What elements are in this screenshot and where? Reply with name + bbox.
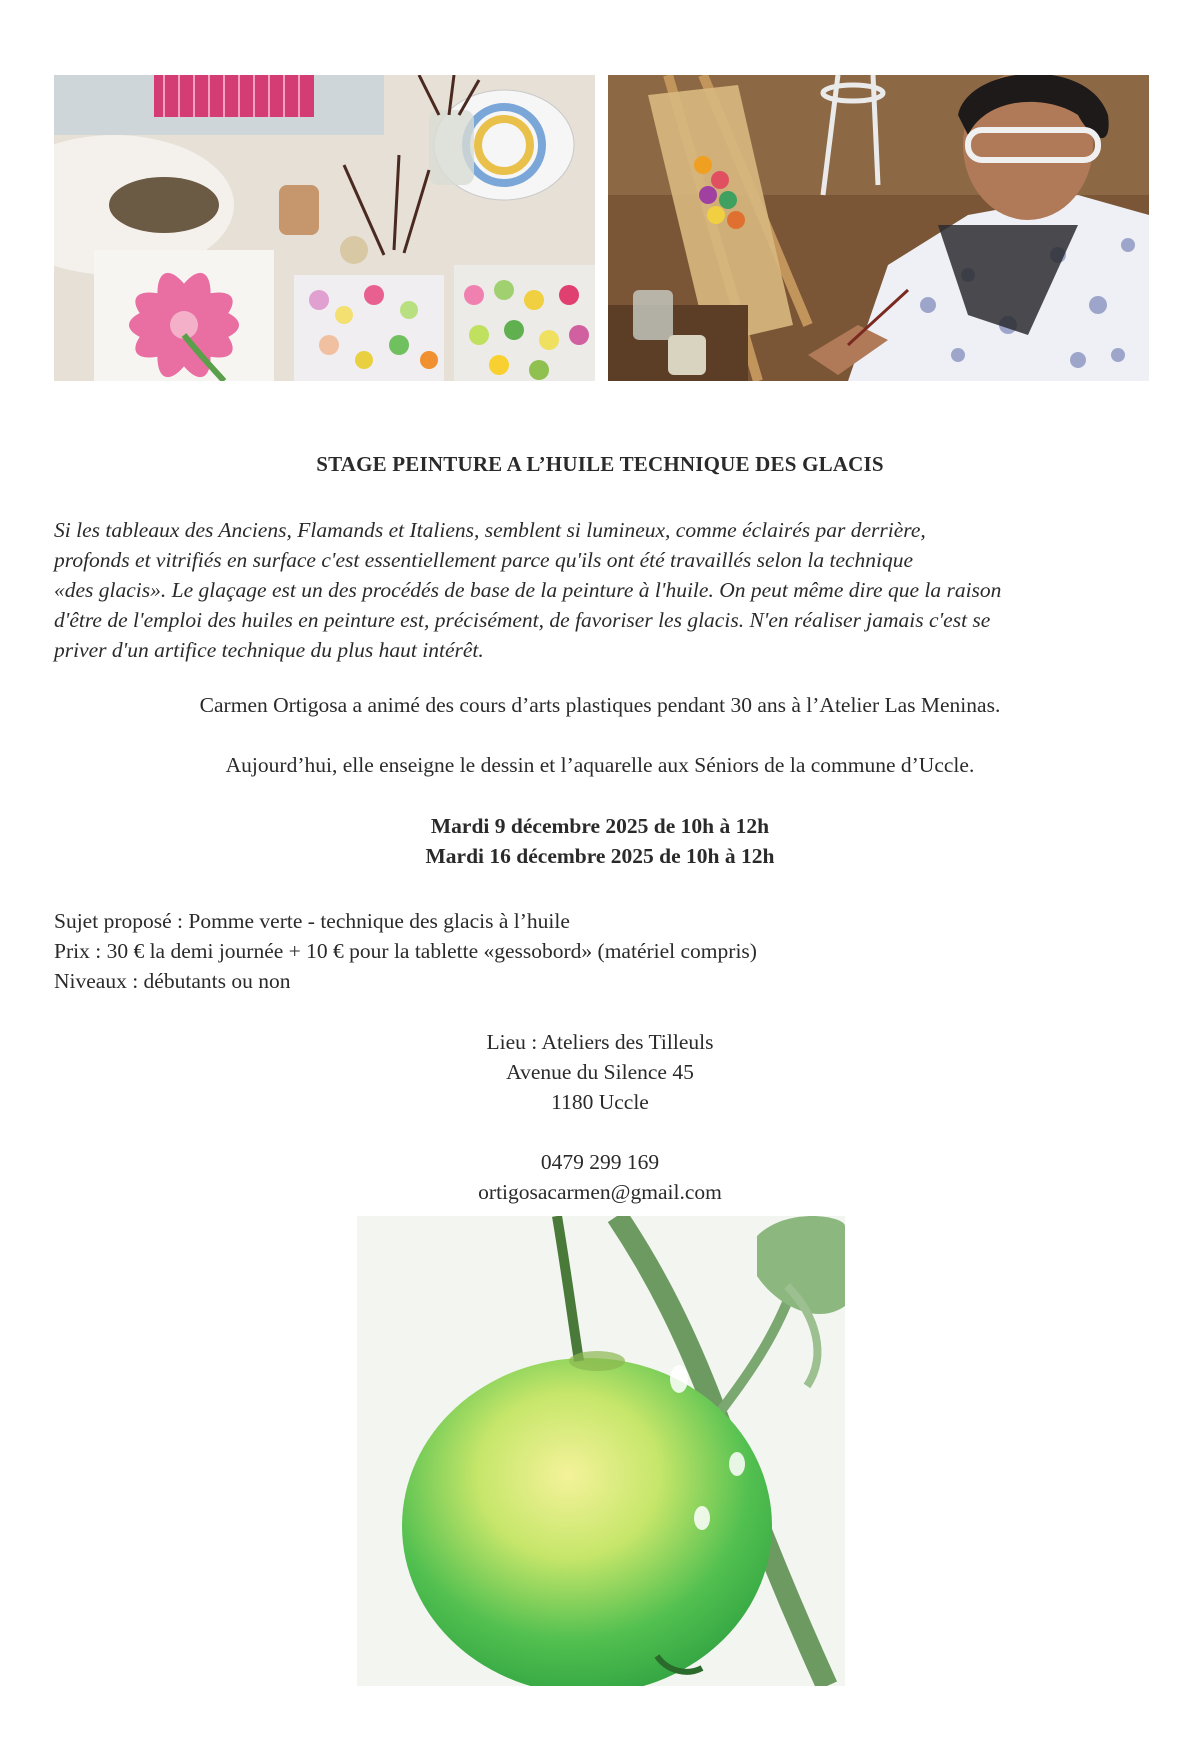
location-city: 1180 Uccle xyxy=(551,1090,649,1114)
photo-painter-at-easel xyxy=(608,75,1149,381)
bio-paragraph-1: Carmen Ortigosa a animé des cours d’arts plastiques pendant 30 ans à l’Atelier Las Meninas. xyxy=(199,693,1001,717)
date-line: Mardi 16 décembre 2025 de 10h à 12h xyxy=(425,844,775,868)
date-line: Mardi 9 décembre 2025 de 10h à 12h xyxy=(430,814,770,838)
location-street: Avenue du Silence 45 xyxy=(506,1060,694,1084)
intro-line: «des glacis». Le glaçage est un des procédés de base de la peinture à l'huile. On peut même dire que la raison xyxy=(54,578,1002,602)
location-block xyxy=(0,1027,1200,1117)
intro-line: priver d'un artifice technique du plus haut intérêt. xyxy=(54,638,484,662)
contact-email[interactable]: ortigosacarmen@gmail.com xyxy=(478,1180,722,1204)
details-block xyxy=(54,906,1154,996)
location-name: Lieu : Ateliers des Tilleuls xyxy=(486,1030,714,1054)
workshop-title: STAGE PEINTURE A L’HUILE TECHNIQUE DES GLACIS xyxy=(316,452,884,476)
contact-block xyxy=(0,1147,1200,1207)
bio-paragraph-2: Aujourd’hui, elle enseigne le dessin et l’aquarelle aux Séniors de la commune d’Uccle. xyxy=(225,753,975,777)
dates-block xyxy=(0,811,1200,871)
photo-painting-table xyxy=(54,75,595,381)
intro-line: Si les tableaux des Anciens, Flamands et Italiens, semblent si lumineux, comme éclairés par derrière, xyxy=(54,518,926,542)
intro-paragraph xyxy=(54,515,1154,665)
levels-line: Niveaux : débutants ou non xyxy=(54,969,291,993)
intro-line: profonds et vitrifiés en surface c'est essentiellement parce qu'ils ont été travaillés selon la technique xyxy=(54,548,914,572)
contact-phone: 0479 299 169 xyxy=(540,1150,660,1174)
subject-line: Sujet proposé : Pomme verte - technique des glacis à l’huile xyxy=(54,909,570,933)
price-line: Prix : 30 € la demi journée + 10 € pour la tablette «gessobord» (matériel compris) xyxy=(54,939,757,963)
intro-line: d'être de l'emploi des huiles en peinture est, précisément, de favoriser les glacis. N'en réaliser jamais c'est se xyxy=(54,608,991,632)
photo-green-apple-painting xyxy=(357,1216,845,1686)
